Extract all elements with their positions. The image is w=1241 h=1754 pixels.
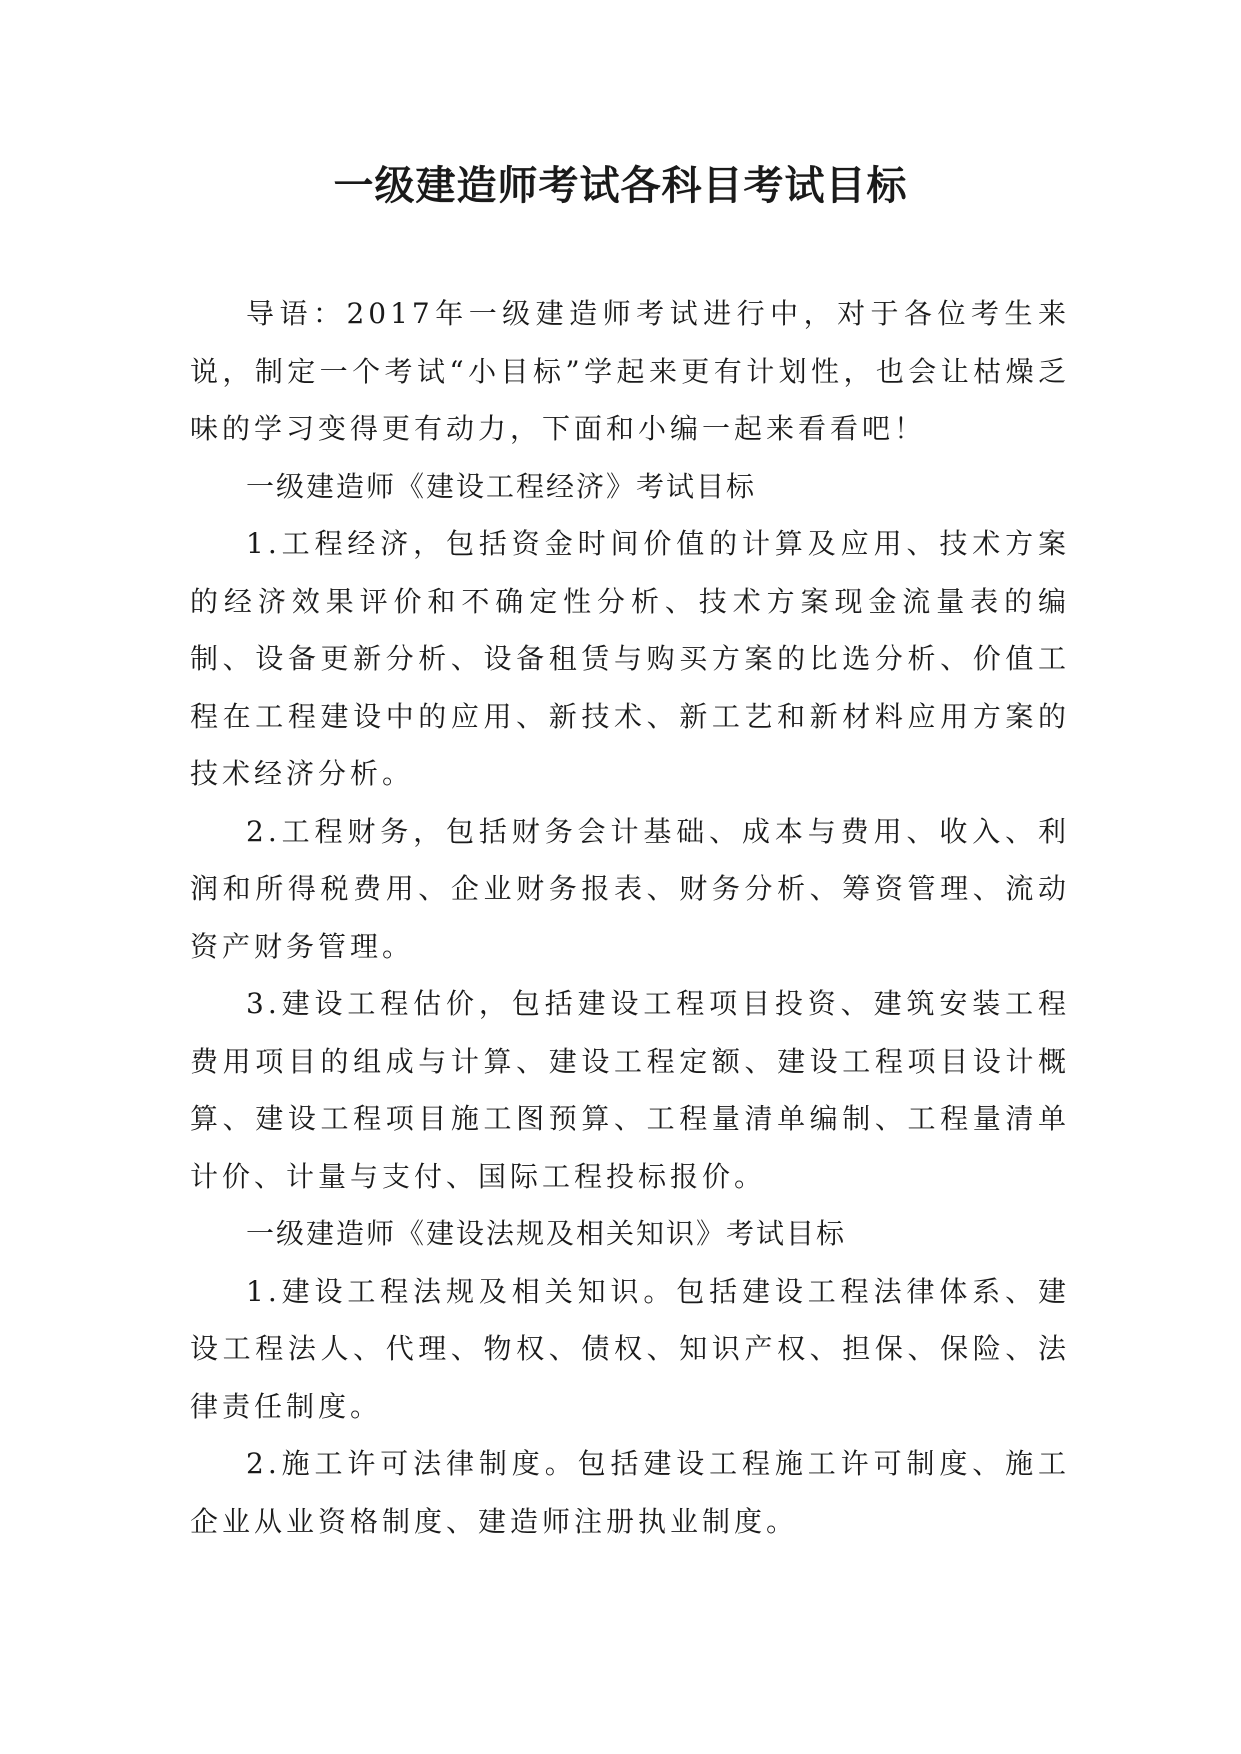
intro-paragraph: 导语：2017年一级建造师考试进行中，对于各位考生来说，制定一个考试“小目标”学起来更有计划性，也会让枯燥乏味的学习变得更有动力，下面和小编一起来看看吧！ — [190, 297, 1070, 445]
section-heading-economics: 一级建造师《建设工程经济》考试目标 — [246, 469, 757, 503]
economics-item-1: 1.工程经济，包括资金时间价值的计算及应用、技术方案的经济效果评价和不确定性分析、技术方案现金流量表的编制、设备更新分析、设备租赁与购买方案的比选分析、价值工程在工程建设中的应用、新技术、新工艺和新材料应用方案的技术经济分析。 — [190, 527, 1070, 790]
page-title: 一级建造师考试各科目考试目标 — [333, 163, 908, 209]
economics-item-3: 3.建设工程估价，包括建设工程项目投资、建筑安装工程费用项目的组成与计算、建设工程定额、建设工程项目设计概算、建设工程项目施工图预算、工程量清单编制、工程量清单计价、计量与支付、国际工程投标报价。 — [190, 987, 1070, 1193]
section-heading-regulations: 一级建造师《建设法规及相关知识》考试目标 — [246, 1217, 847, 1250]
document-body — [190, 285, 1070, 1550]
regulations-item-1: 1.建设工程法规及相关知识。包括建设工程法律体系、建设工程法人、代理、物权、债权、知识产权、担保、保险、法律责任制度。 — [190, 1274, 1070, 1423]
regulations-item-2: 2.施工许可法律制度。包括建设工程施工许可制度、施工企业从业资格制度、建造师注册执业制度。 — [190, 1447, 1070, 1538]
economics-item-2: 2.工程财务，包括财务会计基础、成本与费用、收入、利润和所得税费用、企业财务报表、财务分析、筹资管理、流动资产财务管理。 — [190, 814, 1070, 963]
